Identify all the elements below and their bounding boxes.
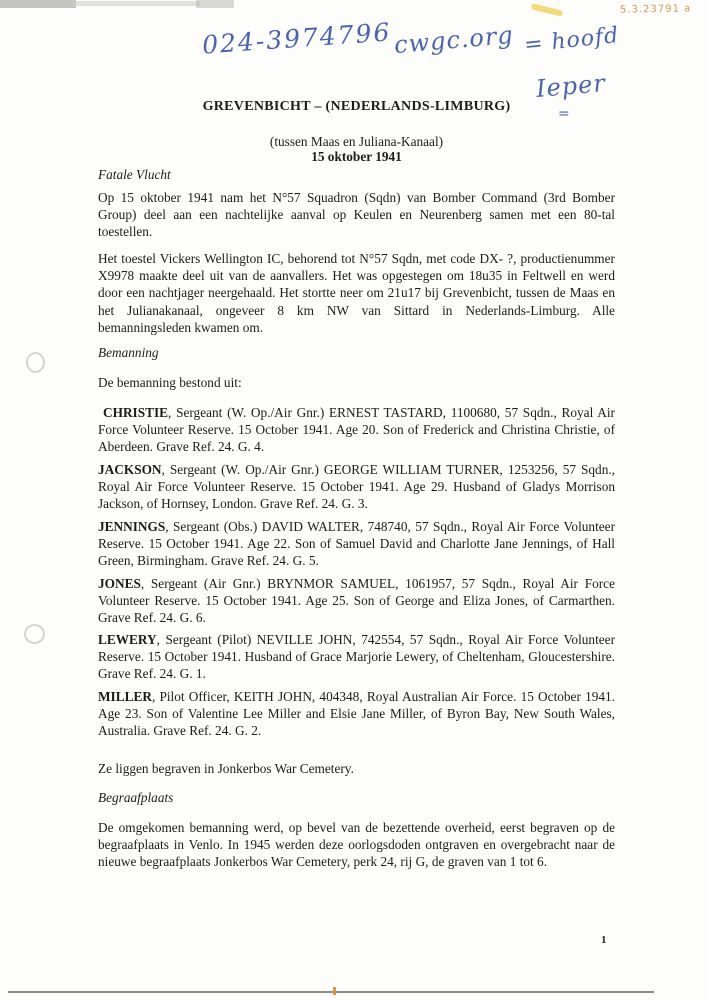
handwritten-equals-sign: = (558, 106, 570, 122)
crew-intro: De bemanning bestond uit: (98, 375, 242, 390)
crew-surname: JONES (98, 576, 141, 591)
crew-surname: MILLER (98, 689, 152, 704)
paragraph-raid: Op 15 oktober 1941 nam het N°57 Squadron (Sqdn) van Bomber Command (3rd Bomber Group) deel aan een nachtelijke aanval op Keulen en Neurenberg samen met een 80-tal toestellen. (98, 190, 615, 240)
burial-note: Ze liggen begraven in Jonkerbos War Cemetery. (98, 761, 354, 776)
scan-smudge (0, 0, 76, 8)
scan-edge-line (8, 991, 654, 993)
page-title: GREVENBICHT – (NEDERLANDS-LIMBURG) (202, 99, 511, 114)
crew-surname: LEWERY (98, 632, 157, 647)
subtitle-date: 15 oktober 1941 (311, 149, 402, 164)
section-heading-bemanning: Bemanning (98, 345, 159, 360)
section-heading-begraafplaats: Begraafplaats (98, 790, 174, 805)
punch-hole (24, 624, 45, 644)
crew-entry (98, 461, 615, 513)
crew-surname: JACKSON (98, 462, 162, 477)
handwritten-website: cwgc.org (393, 20, 515, 60)
paragraph-cemetery: De omgekomen bemanning werd, op bevel van de bezettende overheid, eerst begraven op de begraafplaats in Venlo. In 1945 werden deze oorlogsdoden ontgraven en overgebracht naar de nieuwe begraafplaats Jonkerbos War Cemetery, perk 24, rij G, de graven van 1 tot 6. (98, 820, 615, 870)
subtitle-location: (tussen Maas en Juliana-Kanaal) (269, 134, 444, 149)
yellow-highlight-mark (531, 3, 564, 17)
archive-reference-number: 5.3.23791 a (619, 3, 692, 16)
scan-smudge (196, 0, 234, 8)
scan-edge-tick (333, 987, 336, 995)
crew-surname: CHRISTIE (103, 405, 169, 420)
scan-smudge (72, 1, 200, 6)
crew-entry (98, 631, 615, 683)
crew-details: , Pilot Officer, KEITH JOHN, 404348, Royal Australian Air Force. 15 October 1941. Age 23. Son of Valentine Lee Miller and Elsie Jane Miller, of Byron Bay, New South Wales, Australia. Grave Ref. 24. G. 2. (98, 689, 615, 739)
handwritten-note-ieper: Ieper (534, 69, 607, 103)
crew-details: , Sergeant (W. Op./Air Gnr.) GEORGE WILLIAM TURNER, 1253256, 57 Sqdn., Royal Air Force Volunteer Reserve. 15 October 1941. Age 29. Husband of Gladys Morrison Jackson, of Hornsey, London. Grave Ref. 24. G. 3. (98, 462, 615, 512)
paragraph-crash: Het toestel Vickers Wellington IC, behorend tot N°57 Sqdn, met code DX- ?, productienummer X9978 maakte deel uit van de aanvallers. Het was opgestegen om 18u35 in Feltwell en werd door een nachtjager neergehaald. Het stortte neer om 21u17 bij Grevenbicht, tussen de Maas en het Julianakanaal, ongeveer 8 km NW van Sittard in Nederlands-Limburg. Alle bemanningsleden kwamen om. (98, 251, 615, 335)
crew-details: , Sergeant (Obs.) DAVID WALTER, 748740, 57 Sqdn., Royal Air Force Volunteer Reserve. 15 October 1941. Age 22. Son of Samuel David and Charlotte Jane Jennings, of Hall Green, Birmingham. Grave Ref. 24. G. 5. (98, 519, 615, 569)
page-number: 1 (601, 934, 607, 946)
crew-entry (98, 575, 615, 627)
crew-entry (98, 518, 615, 570)
punch-hole (26, 352, 45, 373)
crew-details: , Sergeant (Pilot) NEVILLE JOHN, 742554, 57 Sqdn., Royal Air Force Volunteer Reserve. 15 October 1941. Husband of Grace Marjorie Lewery, of Cheltenham, Gloucestershire. Grave Ref. 24. G. 1. (98, 632, 615, 682)
handwritten-phone-number: 024-3974796 (201, 17, 393, 60)
section-heading-fatale-vlucht: Fatale Vlucht (98, 167, 171, 182)
crew-details: , Sergeant (W. Op./Air Gnr.) ERNEST TASTARD, 1100680, 57 Sqdn., Royal Air Force Volunteer Reserve. 15 October 1941. Age 20. Son of Frederick and Christina Christie, of Aberdeen. Grave Ref. 24. G. 4. (98, 405, 615, 455)
crew-entry (98, 688, 615, 740)
handwritten-note-hoofd: = hoofd (522, 23, 621, 58)
crew-details: , Sergeant (Air Gnr.) BRYNMOR SAMUEL, 1061957, 57 Sqdn., Royal Air Force Volunteer Reserve. 15 October 1941. Age 25. Son of George and Eliza Jones, of Carmarthen. Grave Ref. 24. G. 6. (98, 576, 615, 626)
crew-entry (98, 404, 615, 456)
crew-surname: JENNINGS (98, 519, 166, 534)
